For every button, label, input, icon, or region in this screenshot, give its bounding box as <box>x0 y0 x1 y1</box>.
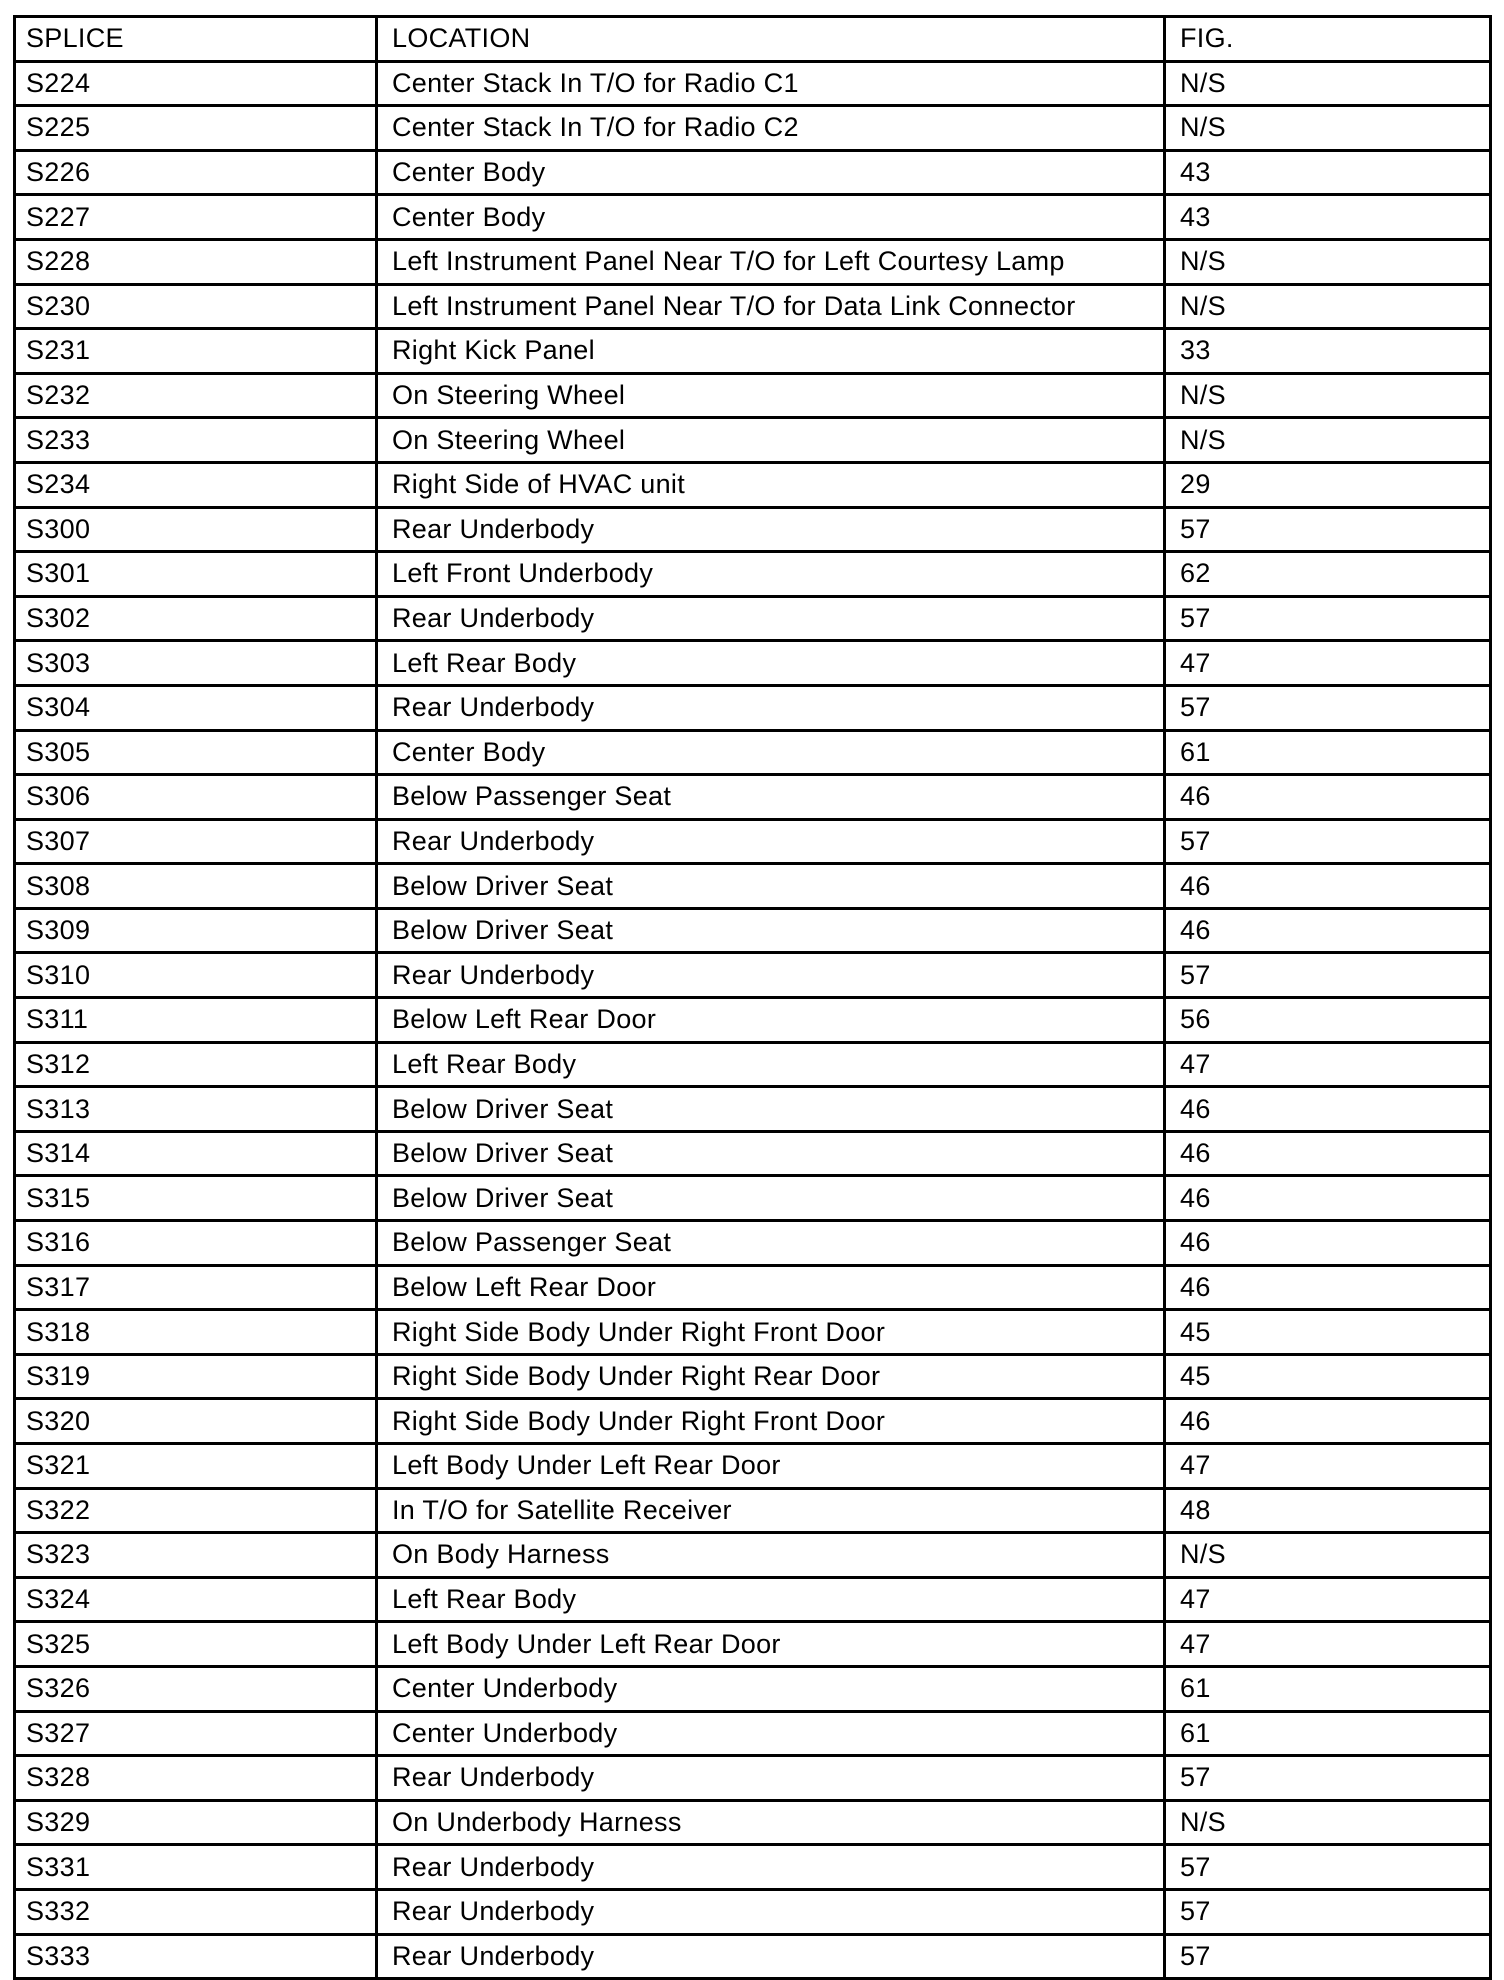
cell-fig: 29 <box>1165 462 1491 507</box>
cell-fig: 47 <box>1165 1622 1491 1667</box>
table-row <box>15 775 1491 820</box>
cell-location: Left Instrument Panel Near T/O for Left Courtesy Lamp <box>377 239 1165 284</box>
cell-location: Center Body <box>377 730 1165 775</box>
table-row <box>15 1042 1491 1087</box>
cell-location: Right Side Body Under Right Front Door <box>377 1399 1165 1444</box>
table-header-row <box>15 17 1491 62</box>
cell-splice: S302 <box>15 596 377 641</box>
cell-fig: 57 <box>1165 507 1491 552</box>
table-row <box>15 329 1491 374</box>
table-row <box>15 1087 1491 1132</box>
table-row <box>15 864 1491 909</box>
cell-splice: S331 <box>15 1845 377 1890</box>
cell-splice: S319 <box>15 1354 377 1399</box>
cell-fig: 57 <box>1165 1756 1491 1801</box>
table-row <box>15 1711 1491 1756</box>
cell-splice: S314 <box>15 1131 377 1176</box>
table-row <box>15 284 1491 329</box>
cell-splice: S311 <box>15 998 377 1043</box>
cell-location: Right Side Body Under Right Front Door <box>377 1310 1165 1355</box>
cell-fig: 57 <box>1165 1934 1491 1979</box>
cell-location: Left Instrument Panel Near T/O for Data Link Connector <box>377 284 1165 329</box>
table-row <box>15 1221 1491 1266</box>
cell-fig: 46 <box>1165 908 1491 953</box>
cell-location: Left Front Underbody <box>377 552 1165 597</box>
cell-splice: S313 <box>15 1087 377 1132</box>
cell-splice: S231 <box>15 329 377 374</box>
cell-splice: S317 <box>15 1265 377 1310</box>
table-row <box>15 1444 1491 1489</box>
cell-fig: 61 <box>1165 1666 1491 1711</box>
table-row <box>15 1131 1491 1176</box>
cell-fig: 61 <box>1165 730 1491 775</box>
cell-location: Below Passenger Seat <box>377 775 1165 820</box>
cell-splice: S228 <box>15 239 377 284</box>
cell-fig: 46 <box>1165 775 1491 820</box>
table-row <box>15 685 1491 730</box>
table-row <box>15 1354 1491 1399</box>
cell-location: On Steering Wheel <box>377 418 1165 463</box>
cell-fig: 57 <box>1165 819 1491 864</box>
cell-location: Left Body Under Left Rear Door <box>377 1622 1165 1667</box>
cell-fig: 57 <box>1165 1889 1491 1934</box>
cell-location: Right Side Body Under Right Rear Door <box>377 1354 1165 1399</box>
cell-location: Rear Underbody <box>377 507 1165 552</box>
cell-fig: 47 <box>1165 1444 1491 1489</box>
cell-location: Center Stack In T/O for Radio C1 <box>377 61 1165 106</box>
cell-location: On Steering Wheel <box>377 373 1165 418</box>
cell-location: Below Driver Seat <box>377 908 1165 953</box>
table-row <box>15 1666 1491 1711</box>
cell-splice: S326 <box>15 1666 377 1711</box>
cell-location: Left Rear Body <box>377 1042 1165 1087</box>
header-splice: SPLICE <box>15 17 377 62</box>
cell-splice: S230 <box>15 284 377 329</box>
table-row <box>15 1622 1491 1667</box>
cell-location: Rear Underbody <box>377 685 1165 730</box>
cell-splice: S307 <box>15 819 377 864</box>
cell-fig: N/S <box>1165 418 1491 463</box>
cell-fig: N/S <box>1165 61 1491 106</box>
table-row <box>15 953 1491 998</box>
table-row <box>15 1934 1491 1979</box>
cell-splice: S323 <box>15 1533 377 1578</box>
cell-splice: S304 <box>15 685 377 730</box>
cell-fig: 46 <box>1165 1265 1491 1310</box>
cell-splice: S328 <box>15 1756 377 1801</box>
cell-splice: S321 <box>15 1444 377 1489</box>
cell-splice: S320 <box>15 1399 377 1444</box>
cell-fig: 47 <box>1165 1042 1491 1087</box>
cell-splice: S329 <box>15 1800 377 1845</box>
cell-splice: S325 <box>15 1622 377 1667</box>
cell-splice: S308 <box>15 864 377 909</box>
cell-splice: S310 <box>15 953 377 998</box>
cell-fig: 45 <box>1165 1310 1491 1355</box>
table-row <box>15 1577 1491 1622</box>
table-row <box>15 908 1491 953</box>
table-row <box>15 106 1491 151</box>
cell-splice: S234 <box>15 462 377 507</box>
table-row <box>15 150 1491 195</box>
table-row <box>15 1399 1491 1444</box>
cell-splice: S226 <box>15 150 377 195</box>
cell-location: Right Kick Panel <box>377 329 1165 374</box>
cell-fig: 46 <box>1165 864 1491 909</box>
table-row <box>15 239 1491 284</box>
cell-splice: S315 <box>15 1176 377 1221</box>
cell-fig: N/S <box>1165 373 1491 418</box>
cell-fig: 56 <box>1165 998 1491 1043</box>
cell-fig: 62 <box>1165 552 1491 597</box>
table-row <box>15 1533 1491 1578</box>
table-row <box>15 819 1491 864</box>
table-row <box>15 641 1491 686</box>
table-row <box>15 1800 1491 1845</box>
cell-location: Center Underbody <box>377 1711 1165 1756</box>
cell-splice: S322 <box>15 1488 377 1533</box>
cell-fig: 47 <box>1165 1577 1491 1622</box>
cell-splice: S232 <box>15 373 377 418</box>
cell-location: In T/O for Satellite Receiver <box>377 1488 1165 1533</box>
cell-splice: S301 <box>15 552 377 597</box>
cell-splice: S316 <box>15 1221 377 1266</box>
cell-location: Center Body <box>377 195 1165 240</box>
splice-location-table <box>13 15 1492 1980</box>
cell-fig: 46 <box>1165 1131 1491 1176</box>
table-row <box>15 373 1491 418</box>
table-row <box>15 1310 1491 1355</box>
cell-splice: S305 <box>15 730 377 775</box>
cell-fig: N/S <box>1165 1533 1491 1578</box>
table-row <box>15 507 1491 552</box>
cell-location: Rear Underbody <box>377 1756 1165 1801</box>
cell-location: Below Driver Seat <box>377 1087 1165 1132</box>
cell-splice: S332 <box>15 1889 377 1934</box>
cell-fig: 57 <box>1165 685 1491 730</box>
cell-location: Below Driver Seat <box>377 1131 1165 1176</box>
cell-fig: 46 <box>1165 1087 1491 1132</box>
table-row <box>15 1756 1491 1801</box>
cell-fig: N/S <box>1165 239 1491 284</box>
table-row <box>15 418 1491 463</box>
cell-location: Rear Underbody <box>377 1889 1165 1934</box>
table-row <box>15 1265 1491 1310</box>
cell-fig: N/S <box>1165 1800 1491 1845</box>
cell-location: Left Rear Body <box>377 1577 1165 1622</box>
cell-location: Rear Underbody <box>377 596 1165 641</box>
table-row <box>15 998 1491 1043</box>
cell-location: Rear Underbody <box>377 819 1165 864</box>
cell-splice: S312 <box>15 1042 377 1087</box>
cell-fig: 45 <box>1165 1354 1491 1399</box>
cell-fig: 43 <box>1165 150 1491 195</box>
cell-fig: 61 <box>1165 1711 1491 1756</box>
table-row <box>15 1845 1491 1890</box>
cell-splice: S300 <box>15 507 377 552</box>
cell-splice: S324 <box>15 1577 377 1622</box>
cell-location: Below Driver Seat <box>377 1176 1165 1221</box>
table-row <box>15 462 1491 507</box>
cell-fig: 46 <box>1165 1176 1491 1221</box>
cell-splice: S233 <box>15 418 377 463</box>
cell-fig: 47 <box>1165 641 1491 686</box>
cell-location: Rear Underbody <box>377 1934 1165 1979</box>
cell-splice: S333 <box>15 1934 377 1979</box>
cell-fig: N/S <box>1165 284 1491 329</box>
cell-fig: 33 <box>1165 329 1491 374</box>
table-row <box>15 1176 1491 1221</box>
cell-location: On Body Harness <box>377 1533 1165 1578</box>
cell-splice: S327 <box>15 1711 377 1756</box>
header-location: LOCATION <box>377 17 1165 62</box>
cell-location: Center Body <box>377 150 1165 195</box>
cell-splice: S303 <box>15 641 377 686</box>
cell-splice: S309 <box>15 908 377 953</box>
cell-splice: S225 <box>15 106 377 151</box>
cell-splice: S224 <box>15 61 377 106</box>
cell-location: Left Rear Body <box>377 641 1165 686</box>
cell-location: Below Left Rear Door <box>377 1265 1165 1310</box>
header-fig: FIG. <box>1165 17 1491 62</box>
cell-location: Below Driver Seat <box>377 864 1165 909</box>
cell-location: Below Left Rear Door <box>377 998 1165 1043</box>
cell-fig: 57 <box>1165 953 1491 998</box>
cell-fig: 46 <box>1165 1399 1491 1444</box>
cell-location: Rear Underbody <box>377 953 1165 998</box>
cell-location: Below Passenger Seat <box>377 1221 1165 1266</box>
cell-fig: 46 <box>1165 1221 1491 1266</box>
cell-fig: N/S <box>1165 106 1491 151</box>
table-row <box>15 596 1491 641</box>
cell-fig: 57 <box>1165 596 1491 641</box>
cell-fig: 48 <box>1165 1488 1491 1533</box>
cell-location: Center Stack In T/O for Radio C2 <box>377 106 1165 151</box>
cell-splice: S306 <box>15 775 377 820</box>
table-body <box>15 61 1491 1979</box>
cell-splice: S318 <box>15 1310 377 1355</box>
cell-location: Rear Underbody <box>377 1845 1165 1890</box>
table-row <box>15 1488 1491 1533</box>
cell-fig: 57 <box>1165 1845 1491 1890</box>
cell-location: Right Side of HVAC unit <box>377 462 1165 507</box>
table-row <box>15 61 1491 106</box>
cell-splice: S227 <box>15 195 377 240</box>
cell-location: On Underbody Harness <box>377 1800 1165 1845</box>
table-row <box>15 730 1491 775</box>
table-row <box>15 195 1491 240</box>
cell-fig: 43 <box>1165 195 1491 240</box>
cell-location: Center Underbody <box>377 1666 1165 1711</box>
table-row <box>15 1889 1491 1934</box>
table-row <box>15 552 1491 597</box>
cell-location: Left Body Under Left Rear Door <box>377 1444 1165 1489</box>
